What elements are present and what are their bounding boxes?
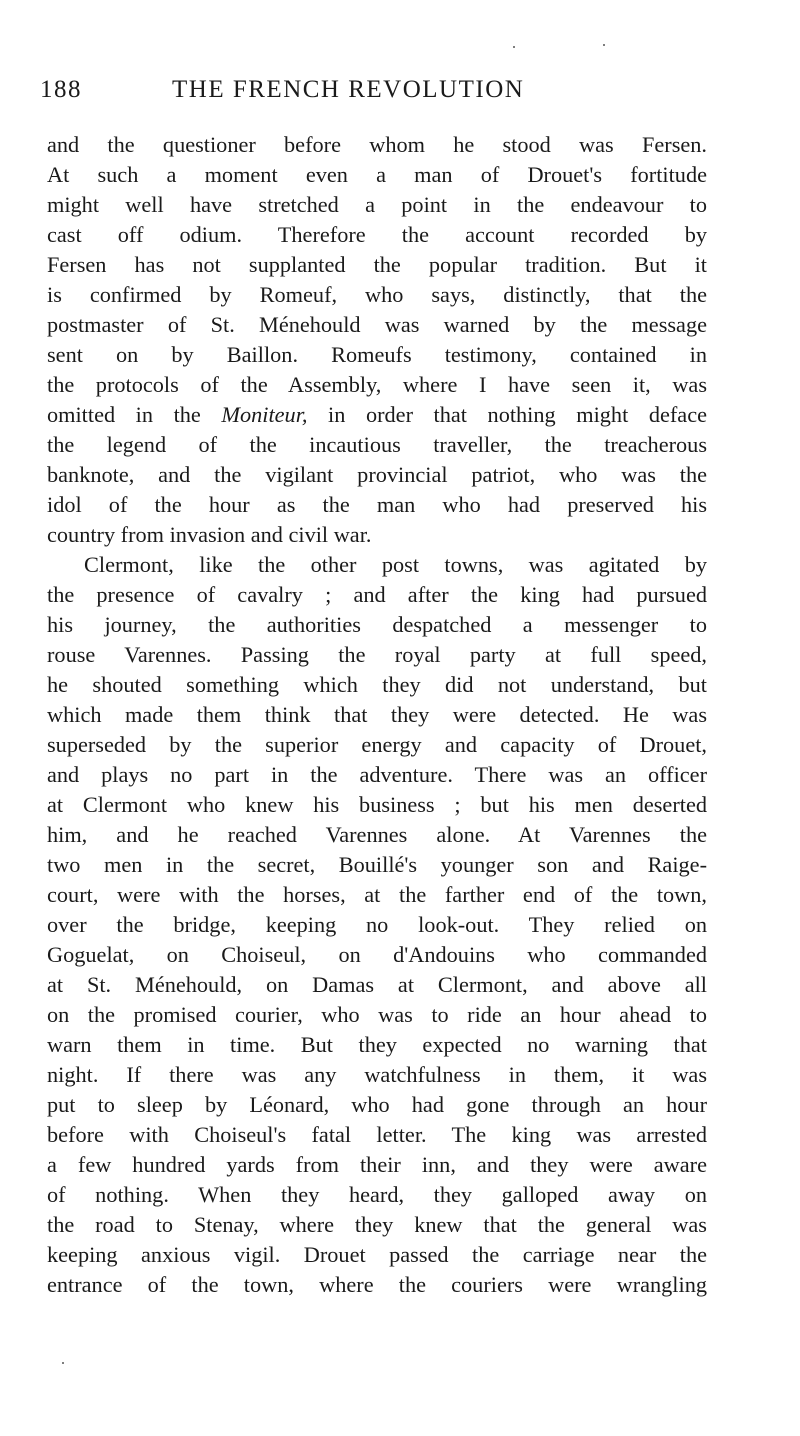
text-line (47, 730, 707, 760)
text-segment: superseded by the superior energy and capacity of Drouet, (47, 732, 707, 757)
text-line (47, 550, 707, 580)
text-line (47, 1210, 707, 1240)
text-line (47, 490, 707, 520)
running-title: THE FRENCH REVOLUTION (172, 76, 525, 103)
text-line (47, 250, 707, 280)
text-segment: him, and he reached Varennes alone. At Varennes the (47, 822, 707, 847)
text-segment: Clermont, like the other post towns, was agitated by (84, 552, 707, 577)
text-segment: Fersen has not supplanted the popular tradition. But it (47, 252, 707, 277)
text-line (47, 820, 707, 850)
text-line (47, 910, 707, 940)
text-segment: the road to Stenay, where they knew that the general was (47, 1212, 707, 1237)
text-segment: keeping anxious vigil. Drouet passed the carriage near the (47, 1242, 707, 1267)
text-segment: cast off odium. Therefore the account recorded by (47, 222, 707, 247)
text-line (47, 520, 707, 550)
text-segment: rouse Varennes. Passing the royal party at full speed, (47, 642, 707, 667)
text-line (47, 190, 707, 220)
text-segment: country from invasion and civil war. (47, 522, 372, 547)
text-segment: idol of the hour as the man who had preserved his (47, 492, 707, 517)
text-line (47, 400, 707, 430)
text-segment: and the questioner before whom he stood was Fersen. (47, 132, 707, 157)
text-segment: might well have stretched a point in the endeavour to (47, 192, 707, 217)
text-segment: in order that nothing might deface (307, 402, 707, 427)
text-segment: before with Choiseul's fatal letter. The king was arrested (47, 1122, 707, 1147)
text-segment: at St. Ménehould, on Damas at Clermont, and above all (47, 972, 707, 997)
page-number: 188 (40, 76, 82, 103)
text-segment: he shouted something which they did not understand, but (47, 672, 707, 697)
text-line (47, 580, 707, 610)
text-line (47, 640, 707, 670)
text-line (47, 790, 707, 820)
text-segment: banknote, and the vigilant provincial patriot, who was the (47, 462, 707, 487)
text-line (47, 430, 707, 460)
text-line (47, 850, 707, 880)
text-line (47, 880, 707, 910)
text-segment: the presence of cavalry ; and after the king had pursued (47, 582, 707, 607)
text-line (47, 1150, 707, 1180)
text-segment: court, were with the horses, at the farther end of the town, (47, 882, 707, 907)
text-segment: omitted in the (47, 402, 222, 427)
italic-text: Moniteur, (221, 402, 308, 427)
scan-speck (513, 46, 515, 48)
text-line (47, 340, 707, 370)
text-segment: of nothing. When they heard, they galloped away on (47, 1182, 707, 1207)
text-segment: the legend of the incautious traveller, the treacherous (47, 432, 707, 457)
text-line (47, 1090, 707, 1120)
text-line (47, 970, 707, 1000)
text-segment: which made them think that they were detected. He was (47, 702, 707, 727)
text-segment: postmaster of St. Ménehould was warned by the message (47, 312, 707, 337)
text-segment: over the bridge, keeping no look-out. They relied on (47, 912, 707, 937)
text-line (47, 940, 707, 970)
text-segment: on the promised courier, who was to ride an hour ahead to (47, 1002, 707, 1027)
text-segment: warn them in time. But they expected no warning that (47, 1032, 707, 1057)
paragraph (47, 550, 707, 1300)
paragraph (47, 130, 707, 550)
text-segment: Goguelat, on Choiseul, on d'Andouins who commanded (47, 942, 707, 967)
text-segment: his journey, the authorities despatched a messenger to (47, 612, 707, 637)
text-line (47, 1060, 707, 1090)
text-line (47, 1030, 707, 1060)
text-line (47, 1120, 707, 1150)
text-line (47, 670, 707, 700)
page-header (40, 76, 720, 110)
text-line (47, 310, 707, 340)
text-line (47, 610, 707, 640)
text-segment: At such a moment even a man of Drouet's fortitude (47, 162, 707, 187)
text-segment: sent on by Baillon. Romeufs testimony, contained in (47, 342, 707, 367)
text-segment: is confirmed by Romeuf, who says, distinctly, that the (47, 282, 707, 307)
text-line (47, 460, 707, 490)
text-segment: two men in the secret, Bouillé's younger son and Raige- (47, 852, 707, 877)
scan-speck (62, 1362, 64, 1364)
body-text (47, 130, 707, 1300)
text-line (47, 1000, 707, 1030)
text-segment: the protocols of the Assembly, where I have seen it, was (47, 372, 707, 397)
text-line (47, 1180, 707, 1210)
text-segment: and plays no part in the adventure. There was an officer (47, 762, 707, 787)
scan-speck (603, 44, 605, 46)
text-segment: night. If there was any watchfulness in them, it was (47, 1062, 707, 1087)
text-line (47, 280, 707, 310)
text-segment: at Clermont who knew his business ; but his men deserted (47, 792, 707, 817)
text-line (47, 1270, 707, 1300)
text-line (47, 370, 707, 400)
text-line (47, 130, 707, 160)
text-segment: a few hundred yards from their inn, and they were aware (47, 1152, 707, 1177)
text-segment: entrance of the town, where the couriers were wrangling (47, 1272, 707, 1297)
text-line (47, 160, 707, 190)
text-line (47, 760, 707, 790)
text-line (47, 220, 707, 250)
text-segment: put to sleep by Léonard, who had gone through an hour (47, 1092, 707, 1117)
text-line (47, 700, 707, 730)
text-line (47, 1240, 707, 1270)
